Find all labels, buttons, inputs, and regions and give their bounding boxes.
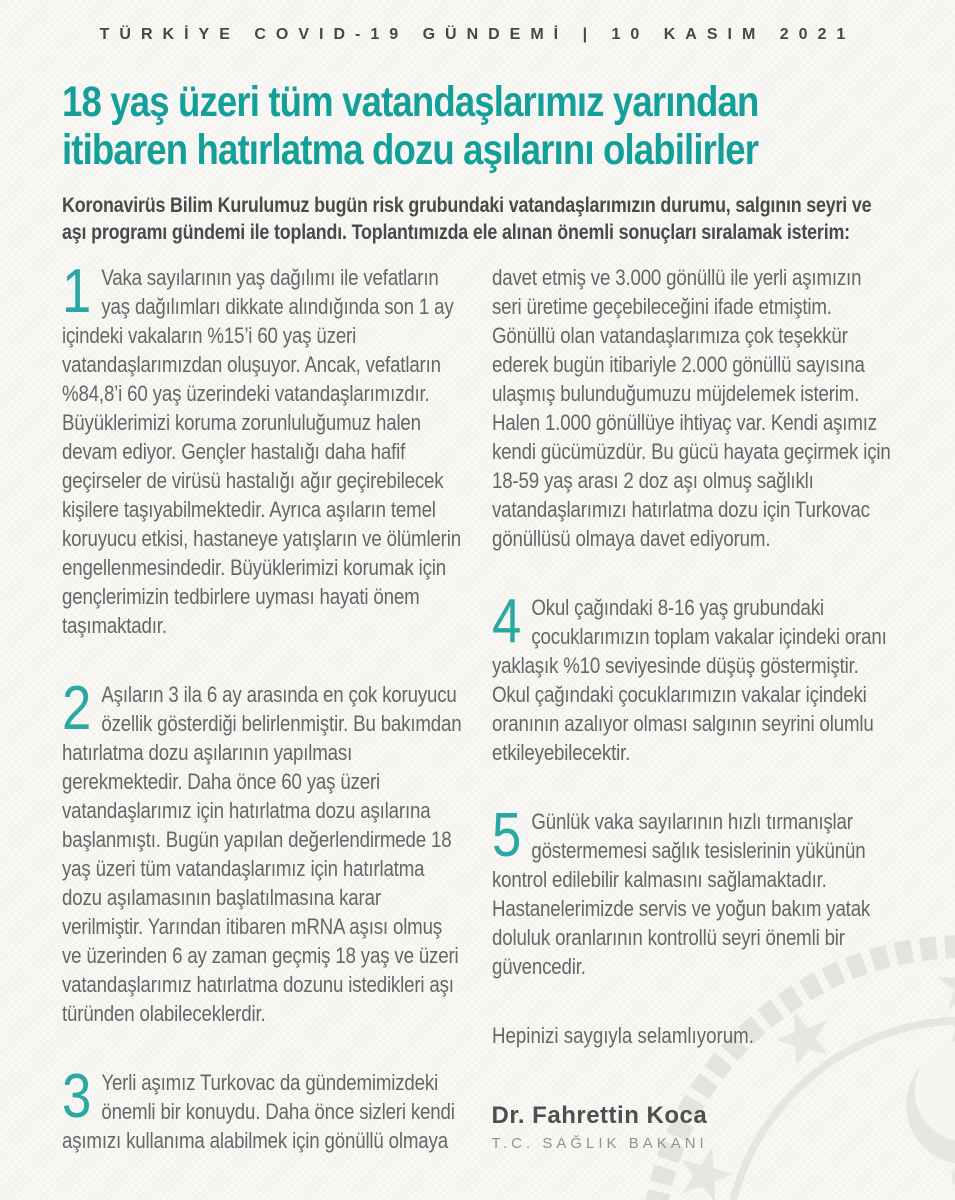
agenda-item-2	[62, 674, 464, 1028]
signature-block	[492, 1102, 894, 1152]
body-columns	[62, 257, 893, 1195]
agenda-item-5	[491, 801, 894, 981]
page-title-line-1: 18 yaş üzeri tüm vatandaşlarımız yarından	[62, 78, 759, 126]
signature-title: T.C. SAĞLIK BAKANI	[491, 1135, 708, 1152]
page-title-line-2: itibaren hatırlatma dozu aşılarını olabilirler	[62, 126, 759, 174]
closing-line: Hepinizi saygıyla selamlıyorum.	[491, 1023, 754, 1048]
item-text-1: Vaka sayılarının yaş dağılımı ile vefatların yaş dağılımları dikkate alındığında son 1 ay içindeki vakaların %15’i 60 yaş üzeri vatandaşlarımızdan oluşuyor. Ancak, vefatların %84,8’i 60 yaş üzerindeki vatandaşlarımızdır. Büyüklerimizi koruma zorunluluğumuz halen devam ediyor. Gençler hastalığı daha hafif geçirseler de virüsü hastalığı ağır geçirebilecek kişilere taşıyabilmektedir. Ayrıca aşıların temel koruyucu etkisi, hastaneye yatışların ve ölümlerin engellenmesindedir. Büyüklerimizi korumak için gençlerimizin tedbirlere uyması hayati önem taşımaktadır.	[62, 265, 461, 638]
item-text-4: Okul çağındaki 8-16 yaş grubundaki çocuklarımızın toplam vakalar içindeki oranı yaklaşık %10 seviyesinde düşüş göstermiştir. Okul çağındaki çocuklarımızın vakalar içindeki oranının azalıyor olması salgının seyrini olumlu etkileyebilecektir.	[491, 595, 887, 765]
right-column	[492, 263, 894, 1195]
item-text-3-continued: davet etmiş ve 3.000 gönüllü ile yerli aşımızın seri üretime geçebileceğini ifade etmiştim. Gönüllü olan vatandaşlarımıza çok teşekkür ederek bugün itibariyle 2.000 gönüllü sayısına ulaşmış bulunduğumuzu müjdelemek isterim. Halen 1.000 gönüllüye ihtiyaç var. Kendi aşımız kendi gücümüzdür. Bu gücü hayata geçirmek için 18-59 yaş arası 2 doz aşı olmuş sağlıklı vatandaşlarımızı hatırlatma dozu için Turkovac gönüllüsü olmaya davet ediyorum.	[491, 265, 891, 551]
item-number-5: 5	[491, 801, 521, 870]
agenda-item-3	[62, 1062, 464, 1155]
signature-name: Dr. Fahrettin Koca	[491, 1102, 708, 1129]
item-text-2: Aşıların 3 ila 6 ay arasında en çok koruyucu özellik gösterdiği belirlenmiştir. Bu bakımdan hatırlatma dozu aşılarının yapılması gerekmektedir. Daha önce 60 yaş üzeri vatandaşlarımız için hatırlatma dozu aşılarına başlanmıştı. Bugün yapılan değerlendirmede 18 yaş üzeri tüm vatandaşlarımız için hatırlatma dozu aşılamasının başlatılmasına karar verilmiştir. Yarından itibaren mRNA aşısı olmuş ve üzerinden 6 ay zaman geçmiş 18 yaş ve üzeri vatandaşlarımız hatırlatma dozunu istedikleri aşı türünden olabileceklerdir.	[62, 682, 462, 1026]
left-column	[62, 257, 464, 1195]
agenda-item-4	[491, 587, 894, 767]
intro-paragraph: Koronavirüs Bilim Kurulumuz bugün risk grubundaki vatandaşlarımızın durumu, salgının seyri ve aşı programı gündemi ile toplandı. Toplantımızda ele alınan önemli sonuçları sıralamak isterim:	[62, 194, 872, 244]
agenda-item-1	[62, 257, 464, 640]
item-text-5: Günlük vaka sayılarının hızlı tırmanışlar göstermemesi sağlık tesislerinin yükünün kontrol edilebilir kalmasını sağlamaktadır. Hastanelerimizde servis ve yoğun bakım yatak doluluk oranlarının kontrollü seyri önemli bir güvencedir.	[491, 809, 870, 979]
item-number-3: 3	[62, 1062, 92, 1131]
agenda-item-3-continued	[492, 263, 894, 553]
page-title	[62, 78, 893, 174]
masthead-title: TÜRKİYE COVID-19 GÜNDEMİ | 10 KASIM 2021	[99, 26, 856, 43]
item-number-4: 4	[491, 587, 521, 656]
item-number-2: 2	[62, 674, 92, 743]
item-number-1: 1	[62, 257, 92, 326]
content	[62, 26, 893, 1195]
item-text-3: Yerli aşımız Turkovac da gündemimizdeki önemli bir konuydu. Daha önce sizleri kendi aşımızı kullanıma alabilmek için gönüllü olmaya	[62, 1070, 455, 1153]
